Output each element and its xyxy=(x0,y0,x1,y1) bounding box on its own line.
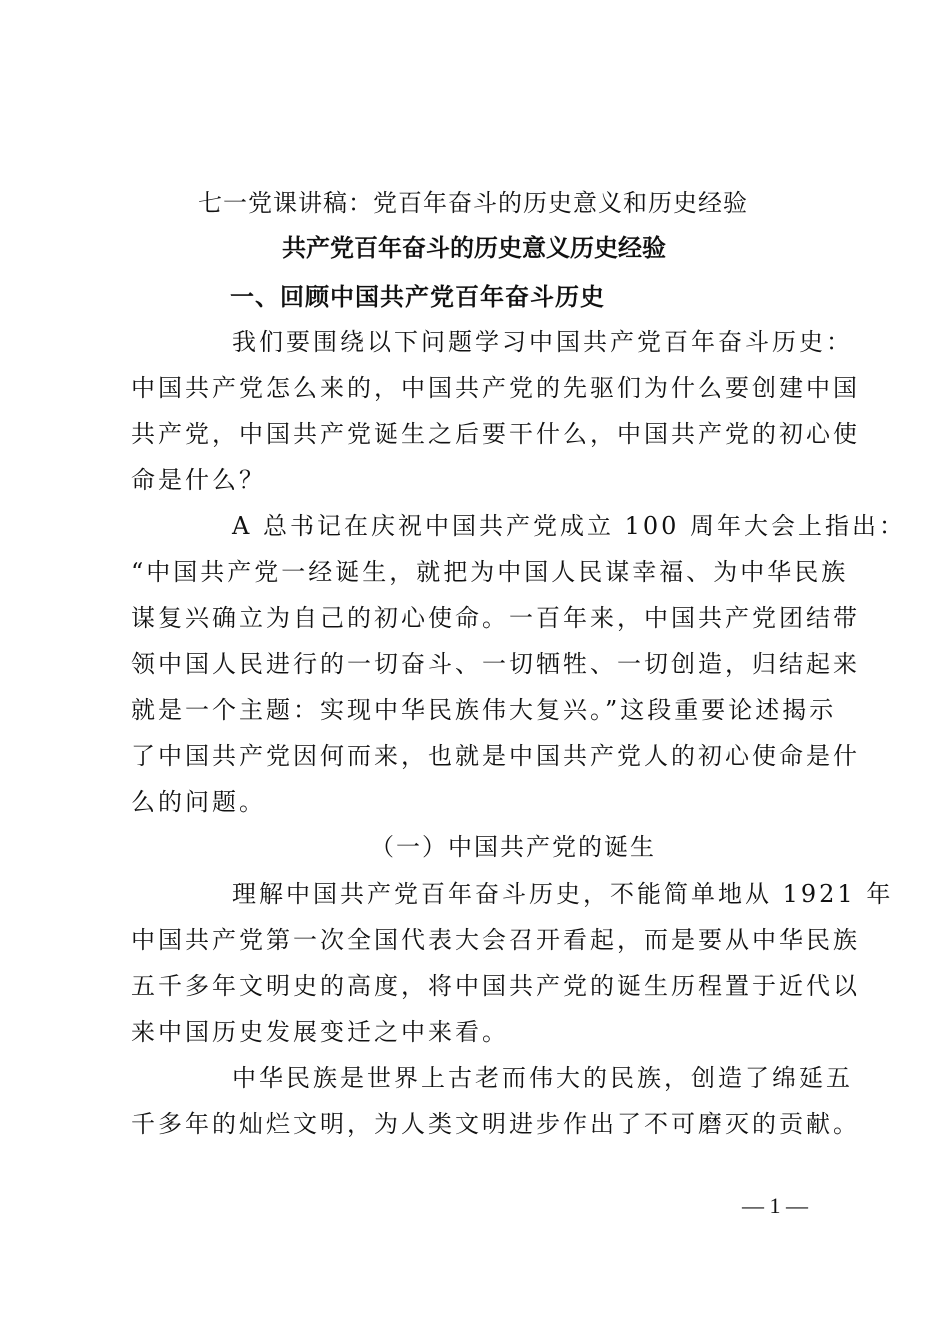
paragraph-line: 共产党，中国共产党诞生之后要干什么，中国共产党的初心使 xyxy=(131,420,860,448)
paragraph-line: 命是什么？ xyxy=(131,466,266,494)
paragraph-line: 么的问题。 xyxy=(131,788,266,816)
paragraph-line: 来中国历史发展变迁之中来看。 xyxy=(131,1018,509,1046)
paragraph-line: 领中国人民进行的一切奋斗、一切牺牲、一切创造，归结起来 xyxy=(131,650,860,678)
paragraph-line: 中国共产党第一次全国代表大会召开看起，而是要从中华民族 xyxy=(131,926,860,954)
paragraph-line: 中华民族是世界上古老而伟大的民族，创造了绵延五 xyxy=(232,1064,853,1092)
subsection-heading: （一）中国共产党的诞生 xyxy=(370,833,656,861)
paragraph-line: 就是一个主题：实现中华民族伟大复兴。”这段重要论述揭示 xyxy=(131,696,837,724)
page-number: — 1 — xyxy=(742,1193,808,1218)
paragraph-line: 理解中国共产党百年奋斗历史，不能简单地从 1921 年 xyxy=(232,880,894,908)
section-heading: 一、回顾中国共产党百年奋斗历史 xyxy=(230,283,605,311)
paragraph-line: 中国共产党怎么来的，中国共产党的先驱们为什么要创建中国 xyxy=(131,374,860,402)
paragraph-line: 五千多年文明史的高度，将中国共产党的诞生历程置于近代以 xyxy=(131,972,860,1000)
paragraph-line: 了中国共产党因何而来，也就是中国共产党人的初心使命是什 xyxy=(131,742,860,770)
paragraph-line: A 总书记在庆祝中国共产党成立 100 周年大会上指出： xyxy=(232,512,907,540)
paragraph-line: 千多年的灿烂文明，为人类文明进步作出了不可磨灭的贡献。 xyxy=(131,1110,860,1138)
document-subtitle: 共产党百年奋斗的历史意义历史经验 xyxy=(282,233,666,262)
paragraph-line: 我们要围绕以下问题学习中国共产党百年奋斗历史： xyxy=(232,328,853,356)
paragraph-line: 谋复兴确立为自己的初心使命。一百年来，中国共产党团结带 xyxy=(131,604,860,632)
paragraph-line: “中国共产党一经诞生，就把为中国人民谋幸福、为中华民族 xyxy=(131,558,849,586)
document-title: 七一党课讲稿：党百年奋斗的历史意义和历史经验 xyxy=(198,189,748,217)
